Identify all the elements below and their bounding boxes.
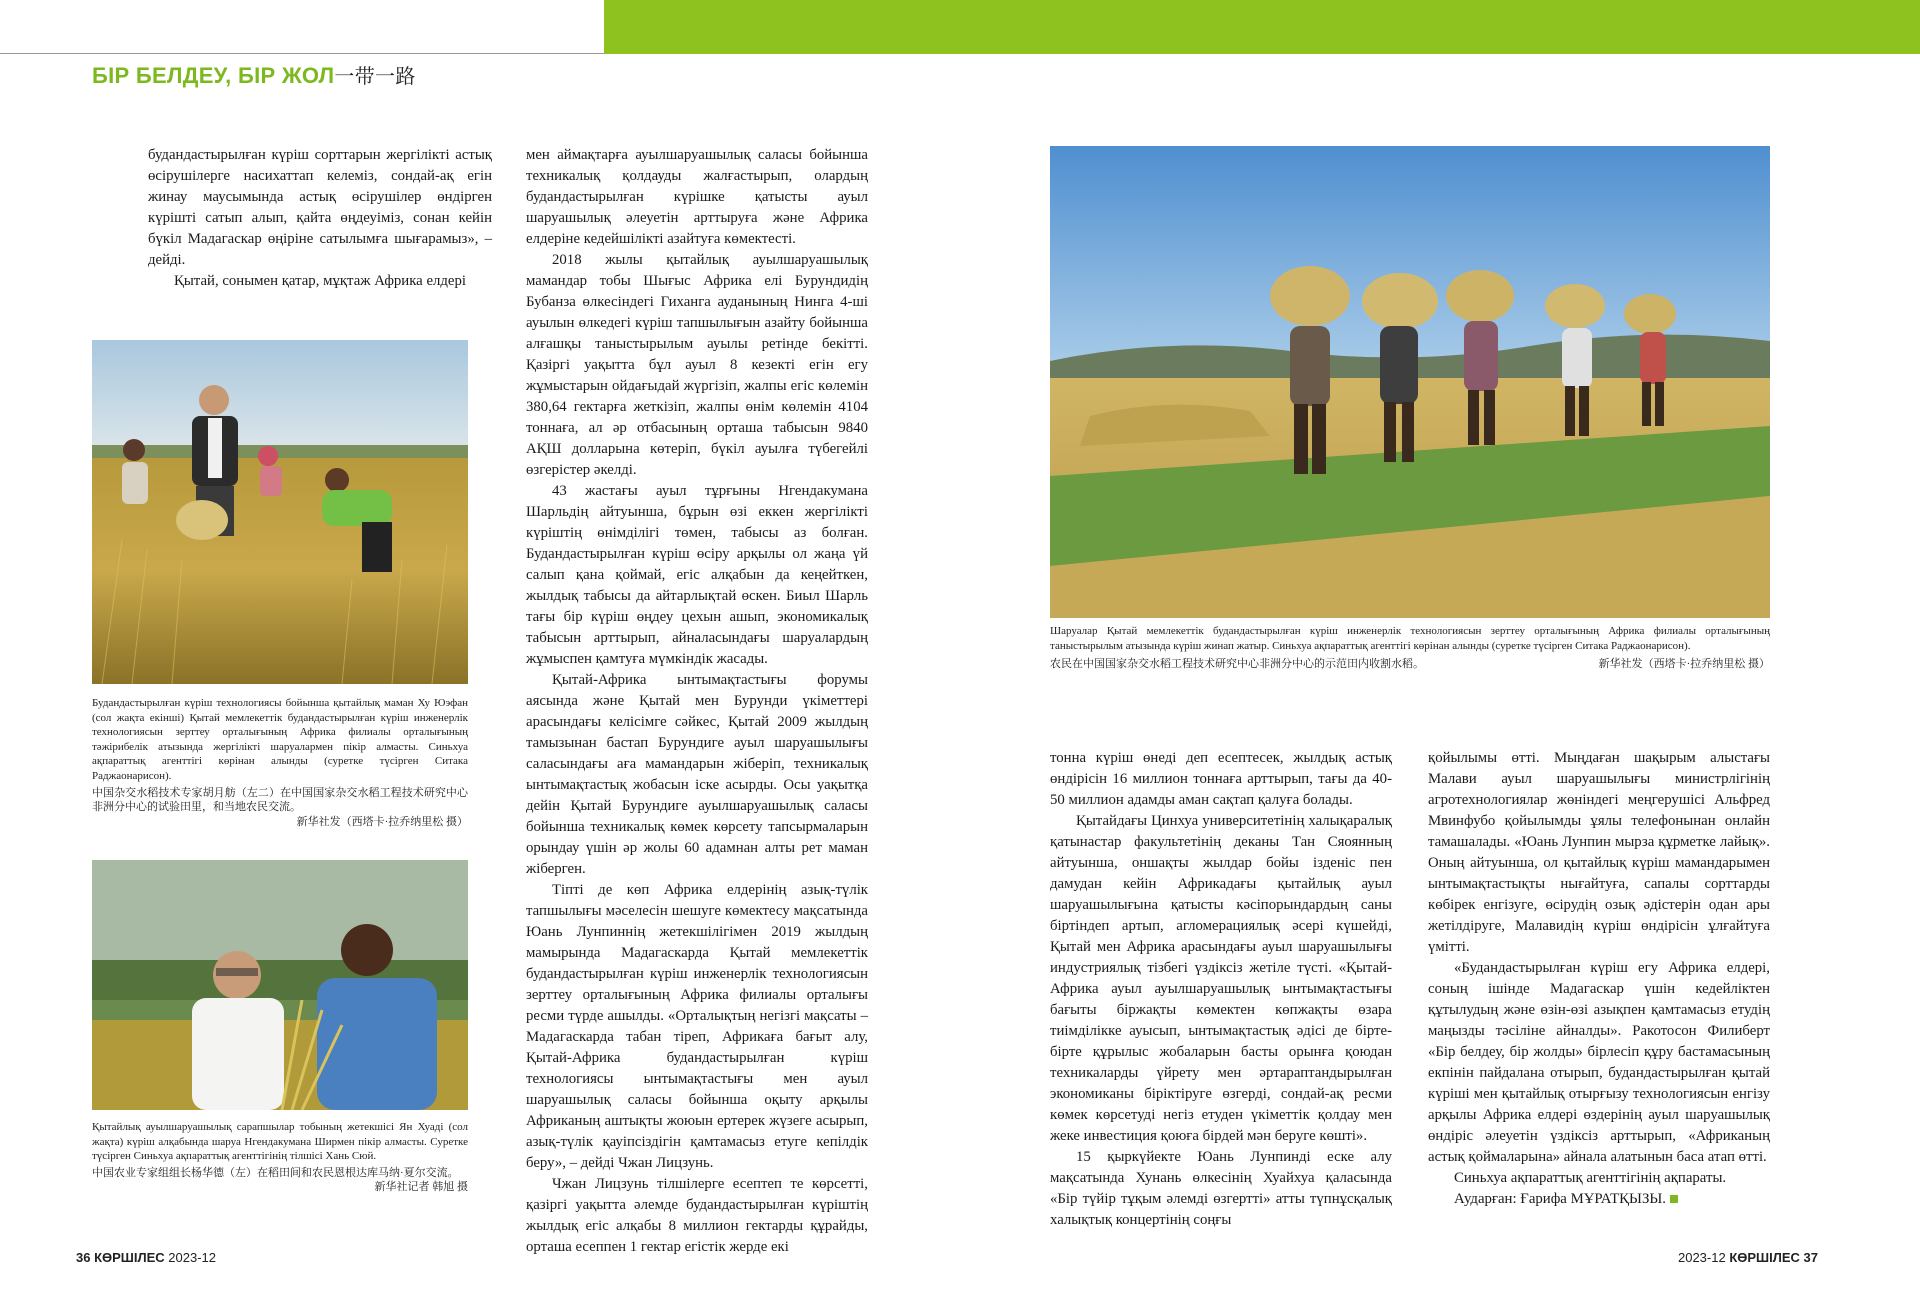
photo-experts-image (92, 860, 468, 1110)
paragraph: Қытай, сонымен қатар, мұқтаж Африка елдері (174, 273, 467, 289)
column-3 (1050, 748, 1392, 1231)
paragraph: Чжан Лицзунь тілшілерге есептеп те көрсетті, қазіргі уақытта әлемде будандастырылған күріштің жылдық егіс алқабы 8 миллион гектарды құрайды, орташа есеппен 1 гектар егістік жерде екі (526, 1176, 868, 1255)
section-title (92, 60, 416, 89)
paragraph: 43 жастағы ауыл тұрғыны Нгендакумана Шарльдің айтуынша, бұрын өзі еккен жергілікті күріштің өнімділігі төмен, табысы аз болған. Будандастырылған күріш өсіру арқылы ол жаңа үй салып қана қоймай, егіс алқабын да кеңейткен, жылдық табысы да айтарлықтай өскен. Биыл Шарль тағы бір күріш өңдеу цехын ашып, экономикалық табысын арттырып, айналасындағы шаруалардың жұмыспен қамтуға мүмкіндік жасады. (526, 483, 868, 667)
paragraph: қойылымы өтті. Мыңдаған шақырым алыстағы Малави ауыл шаруашылығы министрлігінің агротехнологиялар жөніндегі меңгерушісі Альфред Мвинфубо қойылымды ұялы телефонынан онлайн тамашалады. «Юань Лунпин мырза құрметке лайық». Оның айтуынша, ол қытайлық күріш мамандарымен ынтымақтастықты нығайтуға, сапалы сорттарды көбірек енгізуге, өсірудің озық әдістерін одан ары жетілдіруге, Малавидің күріш өндірісін ұлғайтуға үмітті. (1428, 750, 1770, 955)
paragraph-byline (1428, 1189, 1770, 1210)
paragraph: Қытай-Африка ынтымақтастығы форумы аясында және Қытай мен Бурунди үкіметтері арасындағы келісімге сәйкес, Қытай 2009 жылдың тамызынан бастап Бурундиге ауыл шаруашылығы саласындағы аға мамандарын жіберіп, техникалық ынтымақтастық жобасын іске асырды. Осы уақытқа дейін Қытай Бурундиге ауылшаруашылық саласы бойынша техникалық көмек көрсету тапсырмаларын орындау үшін әр жолы 60 адамнан алты рет маман жіберген. (526, 672, 868, 877)
paragraph: Синьхуа ақпараттық агенттігінің ақпараты. (1454, 1170, 1727, 1186)
photo-experts-examining-rice (92, 860, 468, 1110)
paragraph: Қытайдағы Цинхуа университетінің халықаралық қатынастар факультетінің деканы Тан Сяоянның айтуынша, оншақты жылдар бойы ізденіс пен дамудан кейін Африкадағы қытайлық ауыл шаруашылығына қатысты кәсіпорындардың саны біртіндеп артып, агломерациялық әсері күшейді, Қытай мен Африка арасындағы ауыл шаруашылығы индустриялық тізбегі үздіксіз жетіле түсті. «Қытай-Африка ауыл ауылшаруашылық ынтымақтастығы бағыты біржақты көмектен көпжақты өзара тиімділікке ауысып, ынтымақтастық әдісі де бірте-бірте құрылыс жобаларын басты орынға қоюдан техникаларды үйрету мен әртараптандырылған экономиканы біріктіруге өзгерді, сондай-ақ ресми көмек көрсетуді негіз етуден үкіметтік қолдау мен жеке инвестиция қоюға бірдей мән беруге көшті». (1050, 813, 1392, 1144)
paragraph: «Будандастырылған күріш егу Африка елдері, соның ішінде Мадагаскар үшін кедейліктен құтылудың және өзін-өзі азықпен қамтамасыз етудің маңызды тәсіліне айналды». Ракотосон Филиберт «Бір белдеу, бір жолды» бірлесіп құру бастамасының екпінін пайдалана отырып, будандастырылған қытай күріші мен қытайлық отырғызу технологиясын енгізу арқылы Африка елдері өздерінің ауыл шаруашылық өндіріс әлеуетін үздіксіз арттырып, «Африканың астық қоймаларына» айнала алатынын баса атап өтті. (1428, 960, 1770, 1165)
caption-credit: 新华社记者 韩旭 摄 (374, 1181, 468, 1194)
photo-3-caption (1050, 624, 1770, 672)
caption-text: Будандастырылған күріш технологиясы бойынша қытайлық маман Ху Юэфан (сол жақта екінші) Қытай мемлекеттік будандастырылған күріш инженерлік технологиясын зерттеу орталығының Африка филиалы орталығының тәжірибелік атызында жергілікті шаруалармен пікір алмасты. Синьхуа ақпараттық агенттігі көрінан алынды (суретке түсірген Ситака Раджаонарисон). (92, 697, 468, 782)
byline-text: Аударған: Ғарифа МҰРАТҚЫЗЫ. (1454, 1191, 1666, 1207)
header-green-bar (604, 0, 1920, 54)
column-4 (1428, 748, 1770, 1210)
page-number-left: 36 (76, 1250, 91, 1265)
paragraph: 15 қыркүйекте Юань Лунпинді еске алу мақсатында Хунань өлкесінің Хуайхуа қаласында «Бір түйір тұқым әлемді өзгертті» атты түпнұсқалық халықтық концертінің соңғы (1050, 1149, 1392, 1228)
caption-zh: 中国杂交水稻技术专家胡月舫（左二）在中国国家杂交水稻工程技术研究中心非洲分中心的试验田里，和当地农民交流。 (92, 786, 468, 814)
column-1 (148, 145, 492, 292)
paragraph: будандастырылған күріш сорттарын жергілікті астық өсірушілерге насихаттап келеміз, сондай-ақ егін жинау маусымында астық өсірушілер өндірген күрішті сатып алып, қайта өңдеуіміз, сонан кейін бүкіл Мадагаскар өңіріне сатылымға шығарамыз», – дейді. (148, 147, 492, 268)
caption-text: Шаруалар Қытай мемлекеттік будандастырылған күріш инженерлік технологиясын зерттеу орталығының Африка филиалы орталығының таныстырылым атызында күріш жинап жатыр. Синьхуа ақпараттық агенттігі көрінан алынды (суретке түсірген Ситака Раджаонарисон). (1050, 625, 1770, 652)
photo-1-caption (92, 696, 468, 829)
paragraph: 2018 жылы қытайлық ауылшаруашылық мамандар тобы Шығыс Африка елі Бурундидің Бубанза өлкесіндегі Гиханга ауданының Нинга 4-ші ауылын өлкедегі күріш тапшылығын азайту бойынша алғашқы таныстырылым ауылы ретінде бекітті. Қазіргі уақытта бұл ауыл 8 кезекті егін егу жұмыстарын ойдағыдай жүргізіп, жалпы егіс көлемін 380,64 гектарға жеткізіп, жалпы өнім көлемін 4104 тоннаға, ал әр отбасының орташа табысын 9840 АҚШ долларына көтеріп, бүкіл ауылға түбегейлі өзгерістер әкелді. (526, 252, 868, 478)
header-rule (0, 53, 604, 54)
footer-left (76, 1250, 216, 1265)
section-title-zh: 一带一路 (334, 66, 416, 88)
photo-farmers-carrying-rice (1050, 146, 1770, 618)
photo-2-caption (92, 1120, 468, 1195)
section-title-text: БІР БЕЛДЕУ, БІР ЖОЛ (92, 63, 335, 88)
issue-right: 2023-12 (1677, 1250, 1726, 1265)
photo-rice-field-image (92, 340, 468, 684)
caption-credit: 新华社发（西塔卡·拉乔纳里松 摄） (1598, 658, 1770, 671)
footer-right (1678, 1250, 1818, 1265)
paragraph: мен аймақтарға ауылшаруашылық саласы бойынша техникалық қолдауды жалғастырып, олардың будандастырылған күрішке қатысты ауыл шаруашылық әлеуетін арттыруға және Африка елдеріне кедейшілікті азайтуға көмектесті. (526, 147, 868, 247)
photo-farmers-image (1050, 146, 1770, 618)
page-number-right: 37 (1803, 1250, 1818, 1265)
photo-rice-field-experts (92, 340, 468, 684)
magazine-name-left: КӨРШІЛЕС (94, 1250, 165, 1265)
caption-zh: 农民在中国国家杂交水稻工程技术研究中心非洲分中心的示范田内收割水稻。 (1050, 658, 1424, 671)
caption-zh-row (1050, 657, 1770, 672)
caption-credit: 新华社发（西塔卡·拉乔纳里松 摄） (296, 815, 468, 828)
caption-zh: 中国农业专家组组长杨华德（左）在稻田间和农民恩根达库马纳·夏尔交流。 (92, 1166, 459, 1179)
column-2 (526, 145, 868, 1258)
issue-left: 2023-12 (168, 1250, 217, 1265)
magazine-name-right: КӨРШІЛЕС (1729, 1250, 1800, 1265)
paragraph: Тіпті де көп Африка елдерінің азық-түлік тапшылығы мәселесін шешуге көмектесу мақсатында Юань Лунпиннің жетекшілігімен 2019 жылдың мамырында Мадагаскарда Қытай мемлекеттік будандастырылған күріш инженерлік технологиясын зерттеу орталығының Африка филиалы орталығы ресми түрде ашылды. «Орталықтың негізгі мақсаты – Мадагаскарда табан тіреп, Африкаға бағыт алу, Қытай-Африка будандастырылған күріш технологиясы ынтымақтастығы мен ауыл шаруашылық саласы бойынша оқыту арқылы Африканың аштықты жоюын ертерек жүзеге асырып, азық-түлік қауіпсіздігін қамтамасыз етуге кепілдік беру», – дейді Чжан Лицзунь. (526, 882, 868, 1171)
caption-text: Қытайлық ауылшаруашылық сарапшылар тобының жетекшісі Ян Хуаді (сол жақта) күріш алқабында шаруа Нгендакумана Ширмен пікір алмасты. Суретке түсірген Синьхуа ақпараттық агенттігінің тілшісі Хань Сюй. (92, 1121, 468, 1163)
end-mark-icon (1670, 1195, 1678, 1203)
paragraph: тонна күріш өнеді деп есептесек, жылдық астық өндірісін 16 миллион тоннаға арттырып, тағы да 40-50 миллион адамды аман сақтап қалуға болады. (1050, 750, 1392, 808)
